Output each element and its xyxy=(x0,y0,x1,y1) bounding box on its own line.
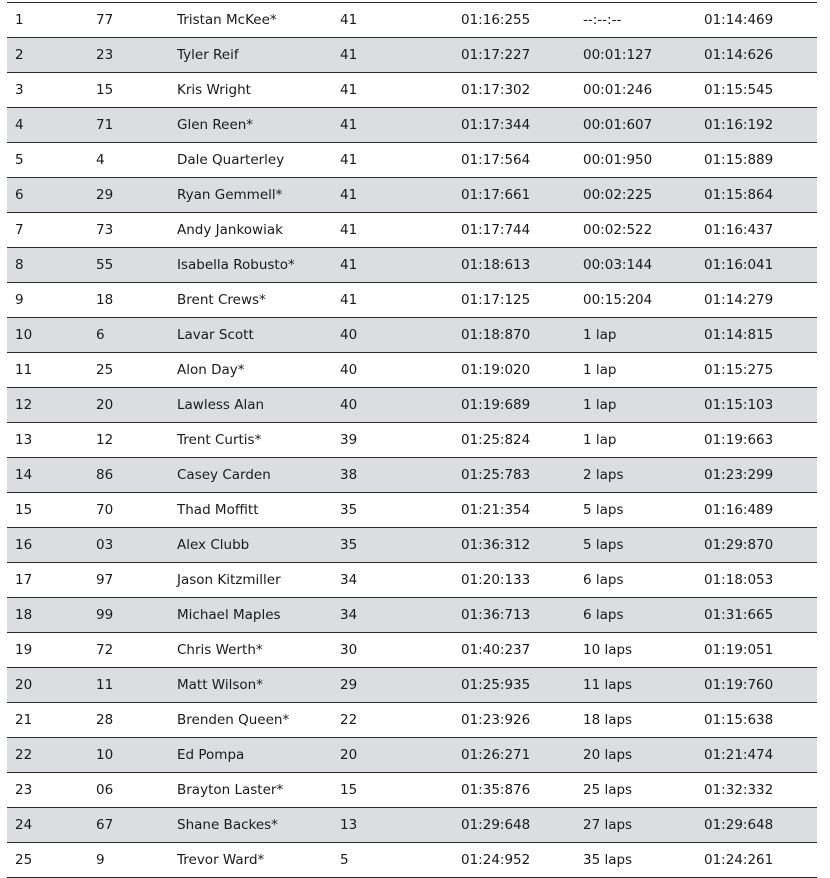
table-row xyxy=(7,143,817,178)
car-number-cell: 18 xyxy=(96,292,114,308)
laps-cell: 41 xyxy=(340,47,358,63)
laps-cell: 34 xyxy=(340,572,358,588)
table-row xyxy=(7,493,817,528)
gap-cell: 5 laps xyxy=(583,502,624,518)
table-row xyxy=(7,213,817,248)
car-number-cell: 97 xyxy=(96,572,114,588)
table-row xyxy=(7,108,817,143)
gap-cell: 1 lap xyxy=(583,397,617,413)
driver-name-cell: Ryan Gemmell* xyxy=(177,187,283,203)
laps-cell: 41 xyxy=(340,12,358,28)
driver-name-cell: Trent Curtis* xyxy=(177,432,262,448)
position-cell: 9 xyxy=(15,292,24,308)
driver-name-cell: Alon Day* xyxy=(177,362,245,378)
driver-name-cell: Brenden Queen* xyxy=(177,712,290,728)
table-row xyxy=(7,283,817,318)
table-row xyxy=(7,73,817,108)
position-cell: 4 xyxy=(15,117,24,133)
driver-name-cell: Tyler Reif xyxy=(177,47,239,63)
total-time-cell: 01:17:661 xyxy=(461,187,531,203)
car-number-cell: 23 xyxy=(96,47,114,63)
table-row xyxy=(7,598,817,633)
table-row xyxy=(7,668,817,703)
best-lap-cell: 01:24:261 xyxy=(704,852,774,868)
driver-name-cell: Jason Kitzmiller xyxy=(177,572,281,588)
driver-name-cell: Casey Carden xyxy=(177,467,271,483)
table-row xyxy=(7,458,817,493)
total-time-cell: 01:17:125 xyxy=(461,292,531,308)
best-lap-cell: 01:14:469 xyxy=(704,12,774,28)
total-time-cell: 01:25:824 xyxy=(461,432,531,448)
best-lap-cell: 01:21:474 xyxy=(704,747,774,763)
car-number-cell: 70 xyxy=(96,502,114,518)
gap-cell: 1 lap xyxy=(583,327,617,343)
position-cell: 20 xyxy=(15,677,33,693)
position-cell: 11 xyxy=(15,362,33,378)
position-cell: 18 xyxy=(15,607,33,623)
best-lap-cell: 01:14:815 xyxy=(704,327,774,343)
car-number-cell: 71 xyxy=(96,117,114,133)
position-cell: 21 xyxy=(15,712,33,728)
gap-cell: 11 laps xyxy=(583,677,633,693)
total-time-cell: 01:40:237 xyxy=(461,642,531,658)
car-number-cell: 12 xyxy=(96,432,114,448)
total-time-cell: 01:35:876 xyxy=(461,782,531,798)
total-time-cell: 01:24:952 xyxy=(461,852,531,868)
position-cell: 2 xyxy=(15,47,24,63)
gap-cell: 00:03:144 xyxy=(583,257,653,273)
table-row xyxy=(7,388,817,423)
best-lap-cell: 01:32:332 xyxy=(704,782,774,798)
best-lap-cell: 01:16:489 xyxy=(704,502,774,518)
position-cell: 12 xyxy=(15,397,33,413)
laps-cell: 35 xyxy=(340,537,358,553)
position-cell: 22 xyxy=(15,747,33,763)
position-cell: 24 xyxy=(15,817,33,833)
best-lap-cell: 01:15:638 xyxy=(704,712,774,728)
table-row xyxy=(7,423,817,458)
best-lap-cell: 01:16:041 xyxy=(704,257,774,273)
gap-cell: 00:02:522 xyxy=(583,222,653,238)
gap-cell: 00:01:127 xyxy=(583,47,653,63)
car-number-cell: 25 xyxy=(96,362,114,378)
laps-cell: 40 xyxy=(340,397,358,413)
position-cell: 16 xyxy=(15,537,33,553)
position-cell: 1 xyxy=(15,12,24,28)
gap-cell: 00:15:204 xyxy=(583,292,653,308)
driver-name-cell: Shane Backes* xyxy=(177,817,278,833)
car-number-cell: 55 xyxy=(96,257,114,273)
position-cell: 8 xyxy=(15,257,24,273)
total-time-cell: 01:36:713 xyxy=(461,607,531,623)
laps-cell: 34 xyxy=(340,607,358,623)
total-time-cell: 01:20:133 xyxy=(461,572,531,588)
total-time-cell: 01:17:302 xyxy=(461,82,531,98)
laps-cell: 41 xyxy=(340,222,358,238)
total-time-cell: 01:26:271 xyxy=(461,747,531,763)
position-cell: 5 xyxy=(15,152,24,168)
total-time-cell: 01:17:744 xyxy=(461,222,531,238)
car-number-cell: 4 xyxy=(96,152,105,168)
table-row xyxy=(7,38,817,73)
gap-cell: --:--:-- xyxy=(583,12,622,28)
gap-cell: 6 laps xyxy=(583,572,624,588)
driver-name-cell: Lawless Alan xyxy=(177,397,265,413)
total-time-cell: 01:36:312 xyxy=(461,537,531,553)
total-time-cell: 01:17:564 xyxy=(461,152,531,168)
gap-cell: 20 laps xyxy=(583,747,633,763)
driver-name-cell: Thad Moffitt xyxy=(177,502,259,518)
gap-cell: 00:01:950 xyxy=(583,152,653,168)
position-cell: 3 xyxy=(15,82,24,98)
best-lap-cell: 01:18:053 xyxy=(704,572,774,588)
total-time-cell: 01:25:783 xyxy=(461,467,531,483)
results-rows xyxy=(7,3,817,878)
driver-name-cell: Isabella Robusto* xyxy=(177,257,295,273)
car-number-cell: 67 xyxy=(96,817,114,833)
table-row xyxy=(7,773,817,808)
best-lap-cell: 01:31:665 xyxy=(704,607,774,623)
table-row xyxy=(7,318,817,353)
car-number-cell: 29 xyxy=(96,187,114,203)
gap-cell: 1 lap xyxy=(583,432,617,448)
total-time-cell: 01:19:020 xyxy=(461,362,531,378)
driver-name-cell: Glen Reen* xyxy=(177,117,254,133)
table-row xyxy=(7,738,817,773)
gap-cell: 35 laps xyxy=(583,852,633,868)
total-time-cell: 01:18:613 xyxy=(461,257,531,273)
position-cell: 23 xyxy=(15,782,33,798)
laps-cell: 40 xyxy=(340,327,358,343)
laps-cell: 40 xyxy=(340,362,358,378)
driver-name-cell: Andy Jankowiak xyxy=(177,222,283,238)
laps-cell: 41 xyxy=(340,152,358,168)
driver-name-cell: Alex Clubb xyxy=(177,537,250,553)
car-number-cell: 03 xyxy=(96,537,114,553)
gap-cell: 18 laps xyxy=(583,712,633,728)
car-number-cell: 86 xyxy=(96,467,114,483)
gap-cell: 00:01:246 xyxy=(583,82,653,98)
laps-cell: 13 xyxy=(340,817,358,833)
gap-cell: 2 laps xyxy=(583,467,624,483)
table-row xyxy=(7,633,817,668)
position-cell: 17 xyxy=(15,572,33,588)
car-number-cell: 11 xyxy=(96,677,114,693)
table-row xyxy=(7,703,817,738)
table-row xyxy=(7,843,817,878)
driver-name-cell: Tristan McKee* xyxy=(177,12,277,28)
table-row xyxy=(7,178,817,213)
car-number-cell: 6 xyxy=(96,327,105,343)
laps-cell: 30 xyxy=(340,642,358,658)
results-table xyxy=(7,2,817,878)
laps-cell: 15 xyxy=(340,782,358,798)
gap-cell: 00:01:607 xyxy=(583,117,653,133)
gap-cell: 00:02:225 xyxy=(583,187,653,203)
car-number-cell: 9 xyxy=(96,852,105,868)
laps-cell: 41 xyxy=(340,257,358,273)
gap-cell: 25 laps xyxy=(583,782,633,798)
car-number-cell: 28 xyxy=(96,712,114,728)
position-cell: 13 xyxy=(15,432,33,448)
car-number-cell: 77 xyxy=(96,12,114,28)
table-row xyxy=(7,3,817,38)
driver-name-cell: Lavar Scott xyxy=(177,327,254,343)
laps-cell: 41 xyxy=(340,292,358,308)
best-lap-cell: 01:15:275 xyxy=(704,362,774,378)
best-lap-cell: 01:23:299 xyxy=(704,467,774,483)
best-lap-cell: 01:14:279 xyxy=(704,292,774,308)
best-lap-cell: 01:29:870 xyxy=(704,537,774,553)
laps-cell: 5 xyxy=(340,852,349,868)
driver-name-cell: Brayton Laster* xyxy=(177,782,284,798)
laps-cell: 22 xyxy=(340,712,358,728)
total-time-cell: 01:18:870 xyxy=(461,327,531,343)
laps-cell: 38 xyxy=(340,467,358,483)
best-lap-cell: 01:19:051 xyxy=(704,642,774,658)
best-lap-cell: 01:19:663 xyxy=(704,432,774,448)
laps-cell: 41 xyxy=(340,117,358,133)
total-time-cell: 01:17:227 xyxy=(461,47,531,63)
best-lap-cell: 01:14:626 xyxy=(704,47,774,63)
gap-cell: 5 laps xyxy=(583,537,624,553)
total-time-cell: 01:19:689 xyxy=(461,397,531,413)
total-time-cell: 01:21:354 xyxy=(461,502,531,518)
driver-name-cell: Ed Pompa xyxy=(177,747,245,763)
total-time-cell: 01:17:344 xyxy=(461,117,531,133)
total-time-cell: 01:23:926 xyxy=(461,712,531,728)
best-lap-cell: 01:16:437 xyxy=(704,222,774,238)
best-lap-cell: 01:16:192 xyxy=(704,117,774,133)
driver-name-cell: Trevor Ward* xyxy=(177,852,265,868)
driver-name-cell: Kris Wright xyxy=(177,82,251,98)
car-number-cell: 20 xyxy=(96,397,114,413)
laps-cell: 39 xyxy=(340,432,358,448)
position-cell: 6 xyxy=(15,187,24,203)
best-lap-cell: 01:15:864 xyxy=(704,187,774,203)
position-cell: 19 xyxy=(15,642,33,658)
position-cell: 10 xyxy=(15,327,33,343)
best-lap-cell: 01:15:545 xyxy=(704,82,774,98)
gap-cell: 6 laps xyxy=(583,607,624,623)
best-lap-cell: 01:15:103 xyxy=(704,397,774,413)
position-cell: 25 xyxy=(15,852,33,868)
best-lap-cell: 01:29:648 xyxy=(704,817,774,833)
table-row xyxy=(7,528,817,563)
car-number-cell: 72 xyxy=(96,642,114,658)
laps-cell: 35 xyxy=(340,502,358,518)
car-number-cell: 06 xyxy=(96,782,114,798)
table-row xyxy=(7,808,817,843)
car-number-cell: 15 xyxy=(96,82,114,98)
driver-name-cell: Dale Quarterley xyxy=(177,152,285,168)
position-cell: 14 xyxy=(15,467,33,483)
driver-name-cell: Matt Wilson* xyxy=(177,677,263,693)
driver-name-cell: Brent Crews* xyxy=(177,292,266,308)
car-number-cell: 99 xyxy=(96,607,114,623)
gap-cell: 27 laps xyxy=(583,817,633,833)
car-number-cell: 10 xyxy=(96,747,114,763)
total-time-cell: 01:16:255 xyxy=(461,12,531,28)
gap-cell: 10 laps xyxy=(583,642,633,658)
laps-cell: 41 xyxy=(340,187,358,203)
table-row xyxy=(7,563,817,598)
car-number-cell: 73 xyxy=(96,222,114,238)
laps-cell: 20 xyxy=(340,747,358,763)
total-time-cell: 01:25:935 xyxy=(461,677,531,693)
best-lap-cell: 01:19:760 xyxy=(704,677,774,693)
table-row xyxy=(7,353,817,388)
laps-cell: 41 xyxy=(340,82,358,98)
position-cell: 15 xyxy=(15,502,33,518)
total-time-cell: 01:29:648 xyxy=(461,817,531,833)
driver-name-cell: Chris Werth* xyxy=(177,642,263,658)
table-row xyxy=(7,248,817,283)
position-cell: 7 xyxy=(15,222,24,238)
best-lap-cell: 01:15:889 xyxy=(704,152,774,168)
gap-cell: 1 lap xyxy=(583,362,617,378)
driver-name-cell: Michael Maples xyxy=(177,607,281,623)
laps-cell: 29 xyxy=(340,677,358,693)
